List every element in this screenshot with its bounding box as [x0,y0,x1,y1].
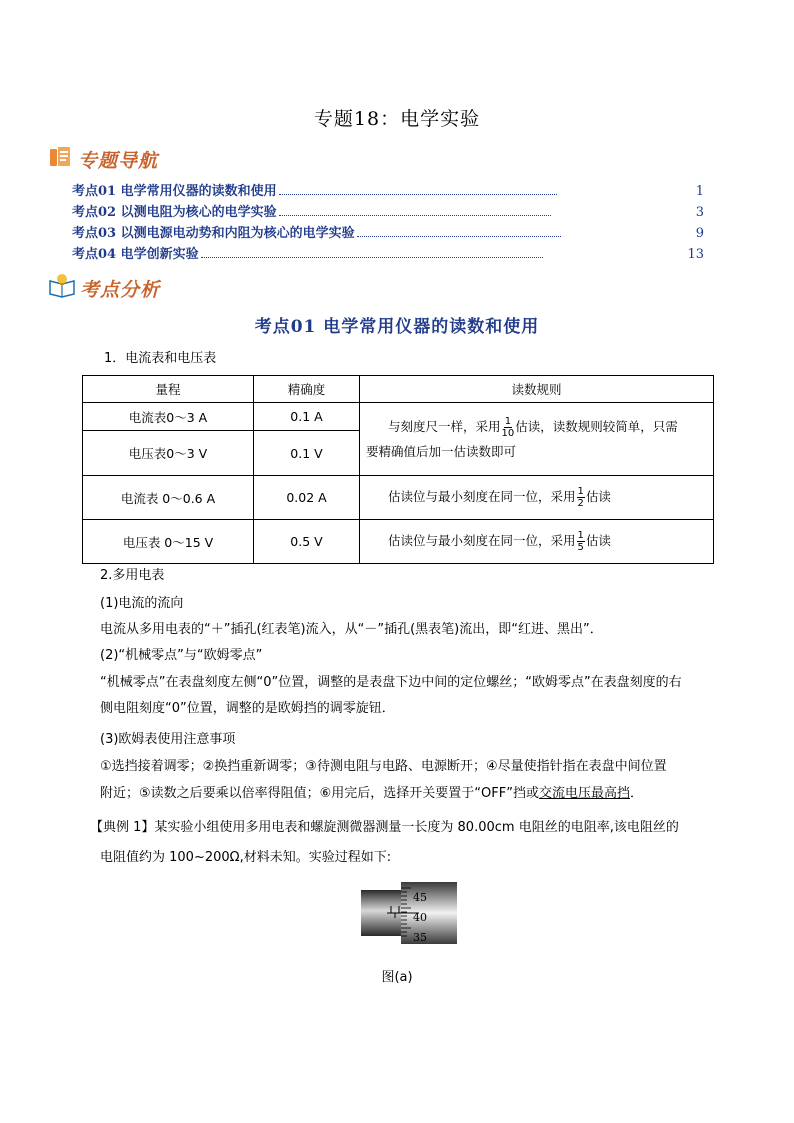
meter-table [82,375,714,564]
sub-heading: (1)电流的流向 [100,596,184,611]
example-text: 【典例 1】某实验小组使用多用电表和螺旋测微器测量一长度为 80.00cm 电阻丝的电阻率,该电阻丝的 [90,820,679,835]
nav-heading-block [48,144,158,174]
underlined-text: 最高挡 [590,786,630,801]
navigation-icon [48,144,74,174]
knowledge-point-title: 考点01 电学常用仪器的读数和使用 [254,317,540,337]
toc-leader [357,236,561,237]
fraction: $\frac{1}{10}$ [501,416,515,439]
micrometer-tick-label: 40 [413,911,427,924]
table-cell-range: 电压表 0～15 V [83,520,254,564]
toc-leader [279,194,557,195]
table-header: 精确度 [254,376,360,403]
paragraph: 侧电阻刻度“0”位置，调整的是欧姆挡的调零旋钮． [100,701,395,716]
micrometer-figure [361,882,457,944]
document-title: 专题18：电学实验 [313,108,481,130]
table-cell-precision: 0.5 V [254,520,360,564]
example-text: 电阻值约为 100~200Ω,材料未知。实验过程如下: [100,850,392,865]
paragraph: “机械零点”在表盘刻度左侧“0”位置，调整的是表盘下边中间的定位螺丝；“欧姆零点”在表盘刻度的右 [100,675,682,690]
figure-caption: 图(a) [381,970,413,985]
toc-label: 考点02 以测电阻为核心的电学实验 [72,205,277,220]
micrometer-tick-label: 45 [413,891,427,904]
toc-leader [279,215,551,216]
table-cell-precision: 0.1 A [254,403,360,431]
toc-page: 1 [695,184,704,199]
section-heading: 2.多用电表 [100,568,165,583]
toc-row[interactable] [72,181,704,199]
lightbulb-book-icon [48,272,76,304]
table-cell-range: 电流表0～3 A [83,403,254,431]
toc-row[interactable] [72,244,704,262]
nav-heading: 专题导航 [78,149,159,172]
paragraph: ①选挡接着调零；②换挡重新调零；③待测电阻与电路、电源断开；④尽量使指针指在表盘中间位置 [100,759,667,774]
table-header-row [83,376,714,403]
table-of-contents [72,181,704,265]
table-cell-rule [360,403,714,476]
table-cell-precision: 0.1 V [254,431,360,476]
table-cell-rule: 估读位与最小刻度在同一位，采用 $\frac{1}{2}$ 估读 [360,476,714,520]
table-header: 读数规则 [360,376,714,403]
analysis-heading-block [48,272,160,304]
paragraph: 附近；⑤读数之后要乘以倍率得阻值；⑥用完后，选择开关要置于“OFF”挡或交流电压最高挡． [100,786,644,801]
toc-label: 考点04 电学创新实验 [72,247,199,262]
underlined-text: 交流电压 [538,786,591,801]
table-cell-range: 电压表0～3 V [83,431,254,476]
table-header: 量程 [83,376,254,403]
fraction: $\frac{1}{5}$ [577,530,584,553]
rule-text: 估读，读数规则较简单，只需 [515,419,678,434]
table-cell-precision: 0.02 A [254,476,360,520]
toc-label: 考点01 电学常用仪器的读数和使用 [72,184,277,199]
toc-leader [201,257,543,258]
fraction: $\frac{1}{2}$ [577,486,584,509]
rule-text: 要精确值后加一估读数即可 [366,444,517,459]
micrometer-tick-label: 35 [413,931,427,944]
table-row [83,403,714,431]
sub-heading: (2)“机械零点”与“欧姆零点” [100,648,263,663]
toc-page: 3 [695,205,704,220]
toc-label: 考点03 以测电源电动势和内阻为核心的电学实验 [72,226,355,241]
section-heading: 1．电流表和电压表 [104,351,217,366]
analysis-heading: 考点分析 [80,278,161,301]
rule-text: 与刻度尺一样，采用 [388,419,501,434]
toc-page: 9 [695,226,704,241]
paragraph: 电流从多用电表的“＋”插孔(红表笔)流入，从“－”插孔(黑表笔)流出，即“红进、黑出”． [100,622,603,637]
toc-page: 13 [687,247,704,262]
toc-row[interactable] [72,223,704,241]
table-row [83,520,714,564]
sub-heading: (3)欧姆表使用注意事项 [100,732,236,747]
table-row [83,476,714,520]
table-cell-rule: 估读位与最小刻度在同一位，采用 $\frac{1}{5}$ 估读 [360,520,714,564]
table-cell-range: 电流表 0～0.6 A [83,476,254,520]
